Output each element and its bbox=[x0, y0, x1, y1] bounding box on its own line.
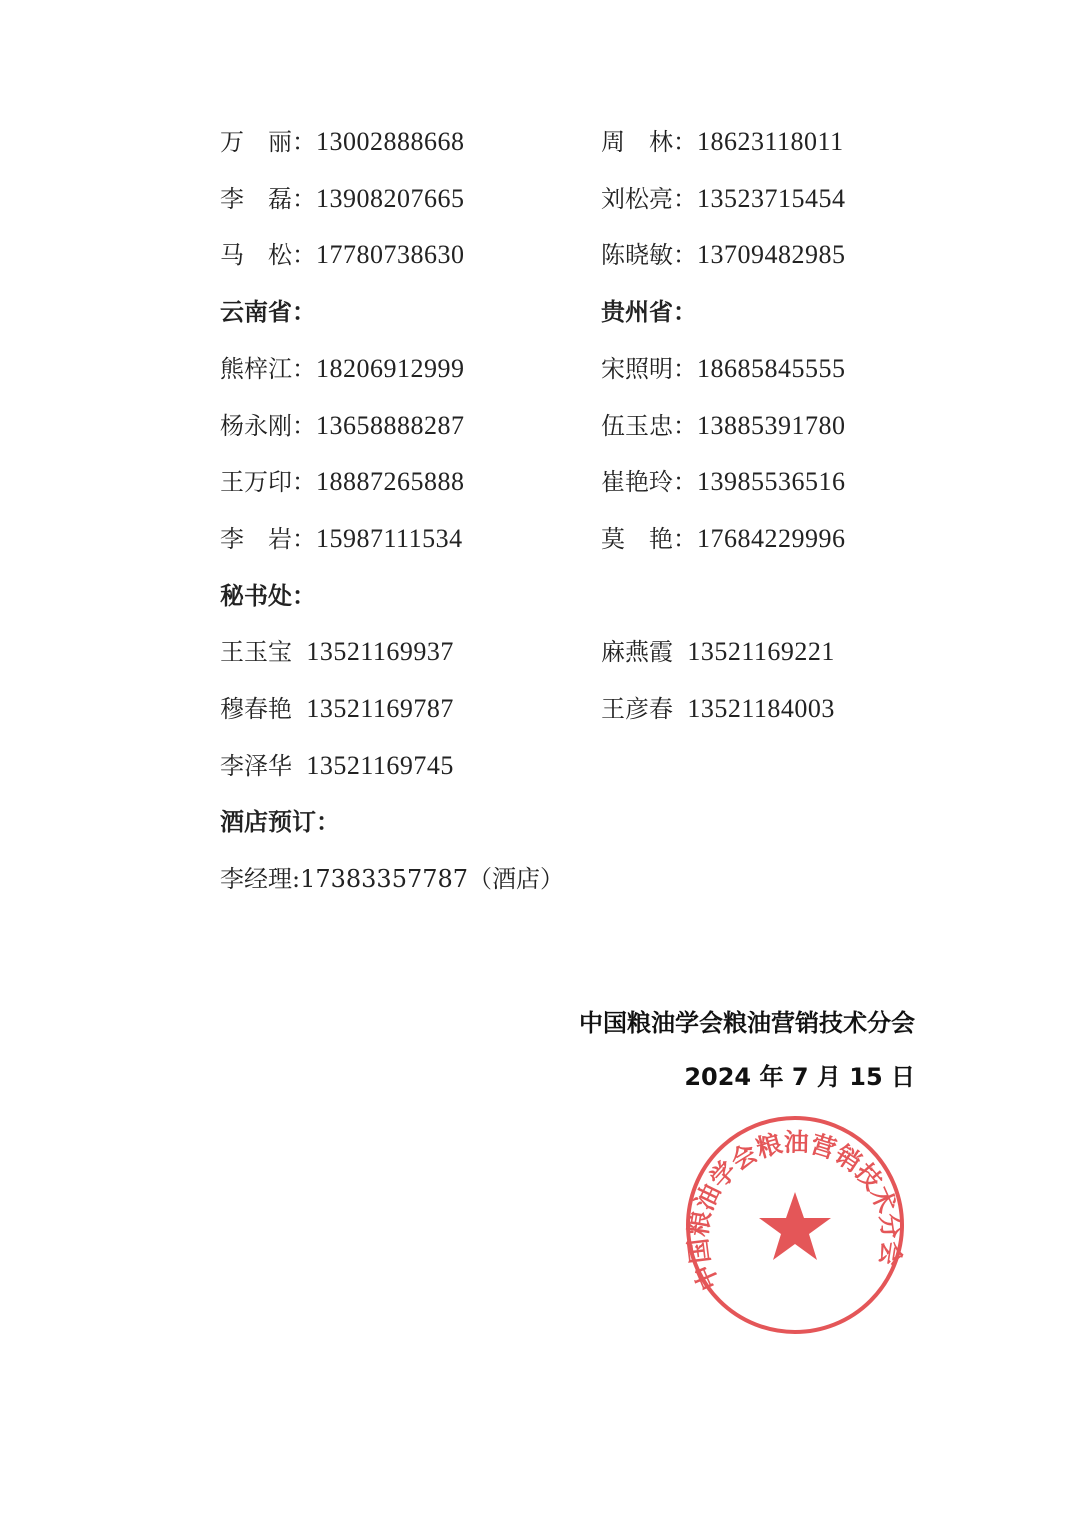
contact-entry bbox=[220, 184, 465, 214]
contact-phone: 15987111534 bbox=[316, 523, 463, 553]
contact-name: 穆春艳 bbox=[220, 695, 292, 723]
seal-star-icon bbox=[759, 1192, 831, 1260]
contact-phone: 13885391780 bbox=[697, 410, 846, 440]
contact-name: 李岩 bbox=[220, 524, 292, 553]
section-heading-hotel: 酒店预订： bbox=[220, 808, 340, 837]
contact-phone: 13908207665 bbox=[316, 183, 465, 213]
separator: ： bbox=[673, 411, 697, 440]
contact-phone: 18887265888 bbox=[316, 467, 465, 497]
contact-name: 麻燕霞 bbox=[601, 638, 673, 667]
contact-entry bbox=[220, 694, 454, 724]
separator: ： bbox=[673, 468, 697, 497]
contact-entry bbox=[601, 184, 846, 214]
contact-name: 宋照明 bbox=[601, 354, 673, 383]
contact-entry bbox=[601, 411, 846, 441]
separator: ： bbox=[292, 411, 316, 440]
contact-name: 李泽华 bbox=[220, 751, 292, 780]
separator: ： bbox=[292, 524, 316, 553]
section-heading: 云南省： bbox=[220, 298, 316, 327]
contact-entry bbox=[220, 751, 454, 781]
contact-entry bbox=[220, 524, 463, 554]
contact-entry bbox=[601, 694, 835, 724]
hotel-contact: 李经理:17383357787（酒店） bbox=[220, 865, 565, 894]
contact-entry bbox=[601, 524, 846, 554]
contact-phone: 18206912999 bbox=[316, 353, 465, 383]
separator: ： bbox=[292, 128, 316, 156]
separator: ： bbox=[292, 241, 316, 270]
separator: ： bbox=[292, 354, 316, 383]
contact-entry bbox=[601, 467, 846, 497]
contact-name: 刘松亮 bbox=[601, 184, 673, 213]
section-heading-secretariat: 秘书处： bbox=[220, 581, 316, 610]
contact-name: 莫艳 bbox=[601, 524, 673, 553]
contact-name: 王玉宝 bbox=[220, 638, 292, 667]
contact-name: 熊梓江 bbox=[220, 354, 292, 383]
separator: ： bbox=[673, 184, 697, 213]
contact-name: 王万印 bbox=[220, 468, 292, 497]
contact-entry bbox=[601, 637, 835, 667]
contact-phone: 18623118011 bbox=[697, 127, 844, 156]
separator: ： bbox=[292, 468, 316, 497]
contact-entry bbox=[220, 411, 465, 441]
section-heading: 贵州省： bbox=[601, 298, 697, 327]
contact-phone: 13521169745 bbox=[306, 750, 454, 780]
contact-entry bbox=[220, 467, 465, 497]
contact-entry bbox=[601, 354, 846, 384]
official-seal-stamp bbox=[680, 1110, 910, 1340]
contact-phone: 13523715454 bbox=[697, 183, 846, 213]
contact-name: 周林 bbox=[601, 128, 673, 156]
contact-phone: 17684229996 bbox=[697, 523, 846, 553]
separator: ： bbox=[673, 241, 697, 270]
contact-phone: 13709482985 bbox=[697, 240, 846, 270]
contact-phone: 13521169937 bbox=[306, 637, 454, 667]
contact-phone: 17780738630 bbox=[316, 240, 465, 270]
svg-text:中国粮油学会粮油营销技术分会: 中国粮油学会粮油营销技术分会 bbox=[683, 1127, 907, 1295]
contact-phone: 13002888668 bbox=[316, 127, 465, 156]
separator: ： bbox=[292, 184, 316, 213]
separator: ： bbox=[673, 128, 697, 156]
separator: ： bbox=[673, 524, 697, 553]
contact-phone: 13658888287 bbox=[316, 410, 465, 440]
contact-phone: 13521169221 bbox=[687, 637, 835, 667]
contact-entry bbox=[220, 637, 454, 667]
contact-phone: 13985536516 bbox=[697, 467, 846, 497]
contact-entry bbox=[601, 240, 846, 270]
separator: ： bbox=[673, 354, 697, 383]
signature-date: 2024 年 7 月 15 日 bbox=[684, 1063, 915, 1091]
contact-name: 陈晓敏 bbox=[601, 241, 673, 270]
contact-phone: 18685845555 bbox=[697, 353, 846, 383]
contact-phone: 13521169787 bbox=[306, 694, 454, 723]
contact-entry bbox=[601, 127, 844, 157]
signature-organization: 中国粮油学会粮油营销技术分会 bbox=[579, 1009, 915, 1037]
contact-name: 万丽 bbox=[220, 128, 292, 156]
contact-entry bbox=[220, 354, 465, 384]
contact-name: 伍玉忠 bbox=[601, 411, 673, 440]
contact-entry bbox=[220, 127, 465, 157]
contact-phone: 13521184003 bbox=[687, 694, 835, 723]
contact-name: 王彦春 bbox=[601, 695, 673, 723]
contact-name: 李磊 bbox=[220, 184, 292, 213]
contact-name: 马松 bbox=[220, 241, 292, 270]
contact-name: 崔艳玲 bbox=[601, 468, 673, 497]
contact-entry bbox=[220, 240, 465, 270]
contact-name: 杨永刚 bbox=[220, 411, 292, 440]
